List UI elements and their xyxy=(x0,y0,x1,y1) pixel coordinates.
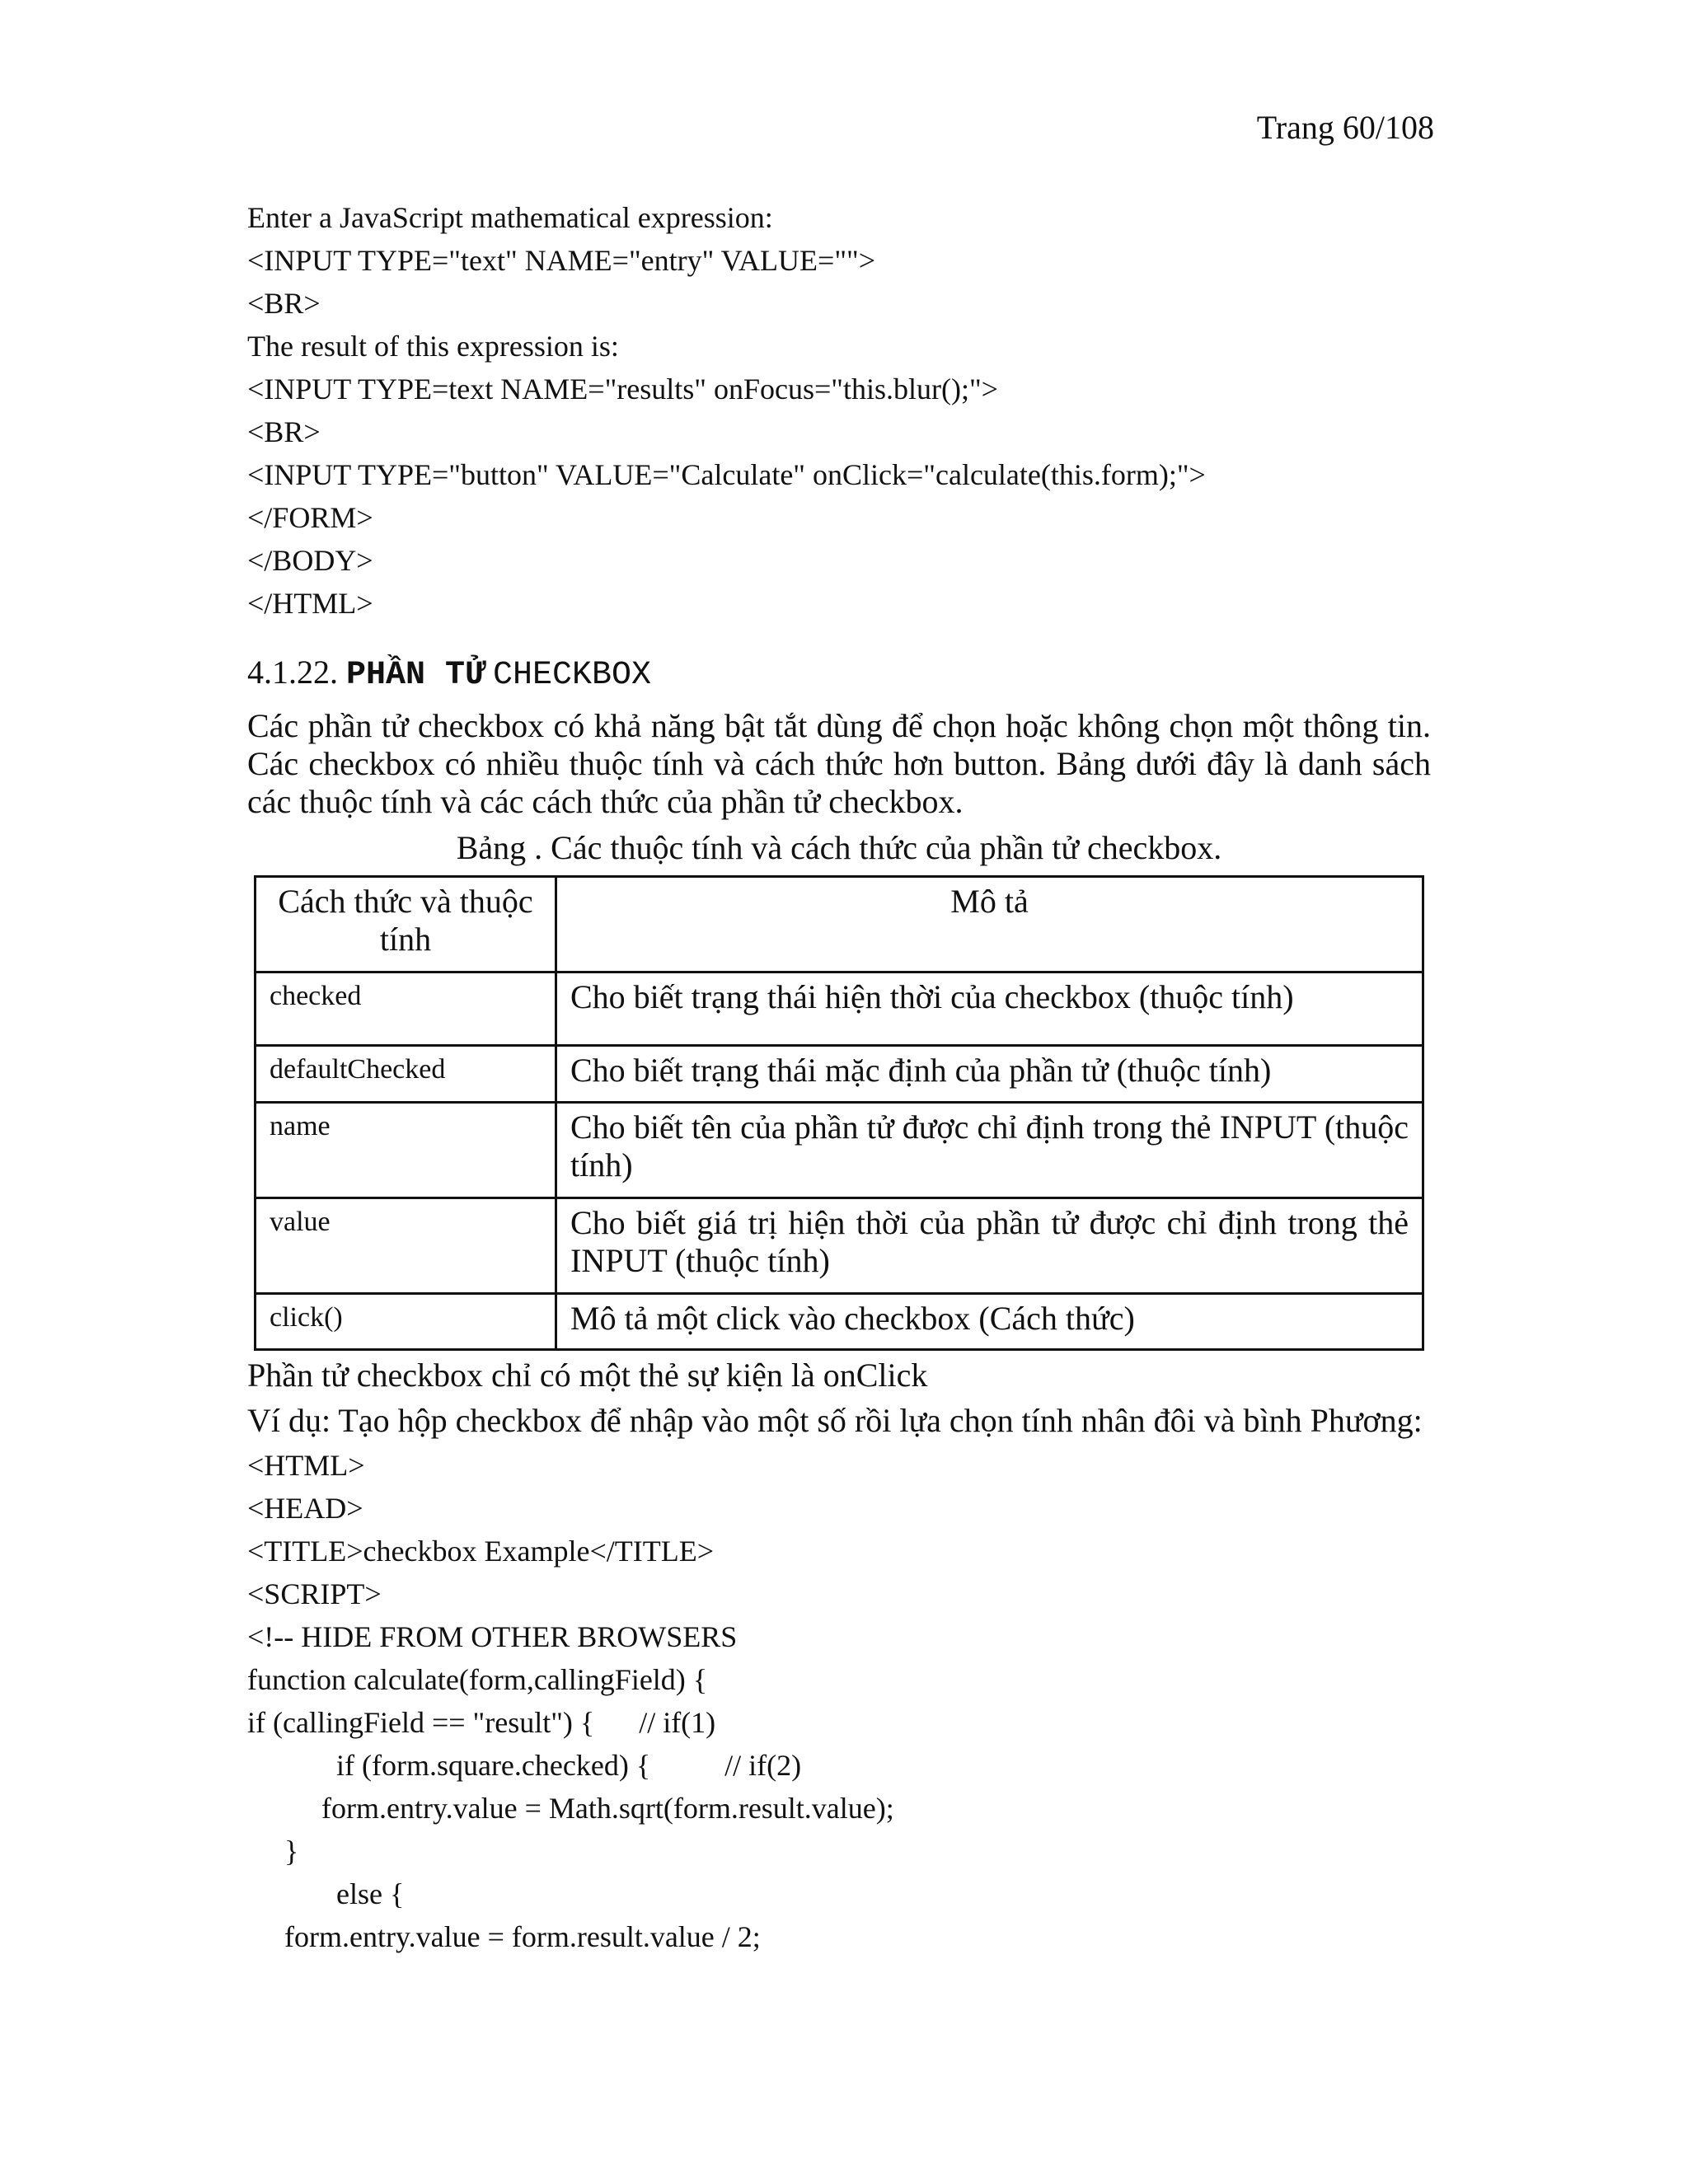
code-line: The result of this expression is: xyxy=(247,330,619,363)
table-caption: Bảng . Các thuộc tính và cách thức của phần tử checkbox. xyxy=(456,829,1222,866)
properties-table xyxy=(254,875,1424,1351)
code-block-bottom xyxy=(247,1444,894,1958)
table-header-row xyxy=(256,877,1423,972)
code-line: <INPUT TYPE=text NAME="results" onFocus="this.blur();"> xyxy=(247,373,998,405)
code-block-top xyxy=(247,196,1206,625)
section-title-bold: PHẦN TỬ xyxy=(346,657,485,694)
table-cell-name: value xyxy=(256,1198,556,1294)
table-header-cell: Cách thức và thuộc tính xyxy=(256,877,556,972)
code-line: </HTML> xyxy=(247,587,373,620)
table-cell-name: click() xyxy=(256,1294,556,1350)
table-cell-name: defaultChecked xyxy=(256,1046,556,1103)
table-header-cell: Mô tả xyxy=(556,877,1423,972)
code-line: form.entry.value = Math.sqrt(form.result.value); xyxy=(247,1792,894,1825)
code-line: <BR> xyxy=(247,287,321,320)
code-line: <TITLE>checkbox Example</TITLE> xyxy=(247,1535,714,1568)
code-line: <HEAD> xyxy=(247,1492,363,1525)
table-cell-desc: Cho biết giá trị hiện thời của phần tử được chỉ định trong thẻ INPUT (thuộc tính) xyxy=(556,1198,1423,1294)
section-number: 4.1.22. xyxy=(247,654,338,691)
code-line: form.entry.value = form.result.value / 2; xyxy=(247,1920,761,1953)
section-title-mono: CHECKBOX xyxy=(493,657,652,694)
code-line: Enter a JavaScript mathematical expression: xyxy=(247,201,773,234)
code-line: </FORM> xyxy=(247,501,373,534)
table-cell-desc: Cho biết tên của phần tử được chỉ định trong thẻ INPUT (thuộc tính) xyxy=(556,1103,1423,1198)
table-cell-name: name xyxy=(256,1103,556,1198)
code-line: function calculate(form,callingField) { xyxy=(247,1663,708,1696)
table-cell-desc: Cho biết trạng thái hiện thời của checkbox (thuộc tính) xyxy=(556,972,1423,1046)
code-line: else { xyxy=(247,1877,405,1910)
body-line: Phần tử checkbox chỉ có một thẻ sự kiện là onClick xyxy=(247,1357,928,1394)
table-cell-name: checked xyxy=(256,972,556,1046)
code-line: <BR> xyxy=(247,415,321,448)
section-heading xyxy=(247,651,651,697)
code-line: </BODY> xyxy=(247,544,373,577)
intro-paragraph: Các phần tử checkbox có khả năng bật tắt dùng để chọn hoặc không chọn một thông tin. Các checkbox có nhiều thuộc tính và cách thức hơn button. Bảng dưới đây là danh sách các thuộc tính và các cách thức của phần tử checkbox. xyxy=(247,707,1431,820)
code-line: <HTML> xyxy=(247,1449,365,1482)
code-line: if (form.square.checked) { // if(2) xyxy=(247,1749,802,1782)
after-table-text xyxy=(247,1353,1423,1444)
code-line: } xyxy=(247,1835,299,1868)
code-line: <SCRIPT> xyxy=(247,1577,382,1610)
code-line: <INPUT TYPE="text" NAME="entry" VALUE=""> xyxy=(247,244,876,277)
table-row xyxy=(256,972,1423,1046)
code-line: <INPUT TYPE="button" VALUE="Calculate" onClick="calculate(this.form);"> xyxy=(247,458,1206,491)
table-cell-desc: Cho biết trạng thái mặc định của phần tử (thuộc tính) xyxy=(556,1046,1423,1103)
code-line: if (callingField == "result") { // if(1) xyxy=(247,1706,716,1739)
body-line: Ví dụ: Tạo hộp checkbox để nhập vào một số rồi lựa chọn tính nhân đôi và bình Phương: xyxy=(247,1402,1423,1439)
page-number: Trang 60/108 xyxy=(1256,109,1434,146)
table-row xyxy=(256,1198,1423,1294)
table-cell-desc: Mô tả một click vào checkbox (Cách thức) xyxy=(556,1294,1423,1350)
table-row xyxy=(256,1046,1423,1103)
table-row xyxy=(256,1103,1423,1198)
table-row xyxy=(256,1294,1423,1350)
code-line: <!-- HIDE FROM OTHER BROWSERS xyxy=(247,1620,738,1653)
